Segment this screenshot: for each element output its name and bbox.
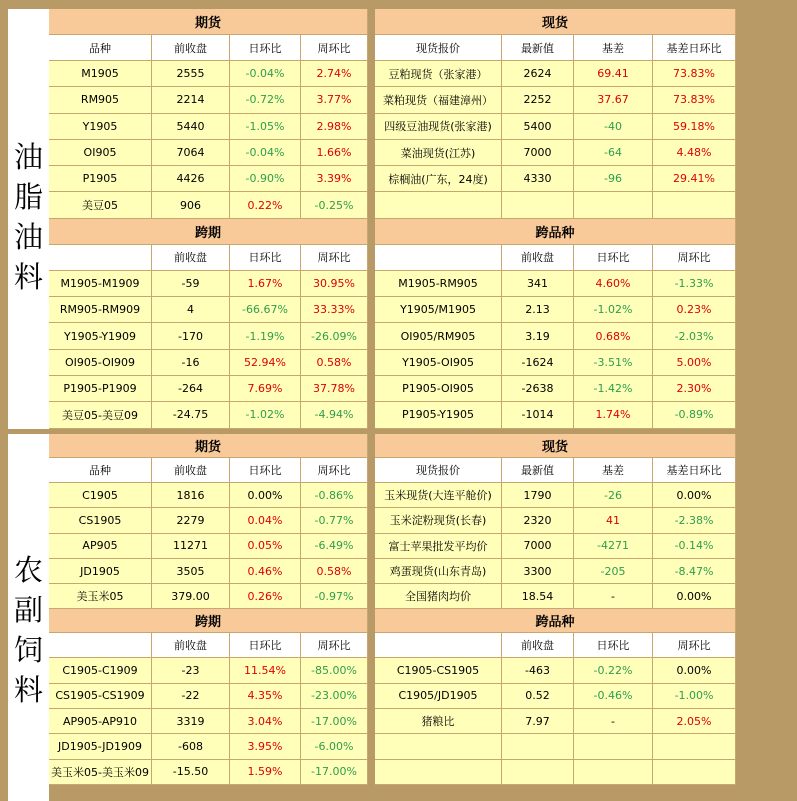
- column-header: 周环比: [301, 35, 368, 61]
- table-cell: -1.02%: [574, 297, 653, 323]
- table-cell: P1905-Y1905: [375, 402, 502, 428]
- table-cell: Y1905-OI905: [375, 350, 502, 376]
- table-cell: 3.19: [502, 323, 574, 349]
- column-gap: [368, 508, 375, 533]
- section-sidebar: [8, 9, 49, 429]
- table-cell: -22: [152, 684, 230, 709]
- column-header: 现货报价: [375, 458, 502, 483]
- table-cell: -0.04%: [230, 140, 301, 166]
- table-cell: 7000: [502, 140, 574, 166]
- table-cell: 0.58%: [301, 559, 368, 584]
- table-cell: -59: [152, 271, 230, 297]
- table-cell: Y1905: [49, 114, 152, 140]
- table-cell: -0.89%: [653, 402, 736, 428]
- table-cell: Y1905/M1905: [375, 297, 502, 323]
- table-cell: -2.03%: [653, 323, 736, 349]
- table-cell: -1014: [502, 402, 574, 428]
- table-cell: -23: [152, 658, 230, 683]
- column-header: 基差: [574, 458, 653, 483]
- table-cell: -1.02%: [230, 402, 301, 428]
- table-cell: 4330: [502, 166, 574, 192]
- table-cell: 341: [502, 271, 574, 297]
- column-gap: [368, 709, 375, 734]
- table-cell: 棕榈油(广东，24度): [375, 166, 502, 192]
- table-cell: 33.33%: [301, 297, 368, 323]
- table-cell: -2.38%: [653, 508, 736, 533]
- table-row: [49, 140, 736, 166]
- table-cell: AP905: [49, 534, 152, 559]
- column-gap: [368, 684, 375, 709]
- table-cell: 30.95%: [301, 271, 368, 297]
- column-header: 日环比: [230, 35, 301, 61]
- table-cell: -24.75: [152, 402, 230, 428]
- table-cell: 菜油现货(江苏): [375, 140, 502, 166]
- table-cell: 0.05%: [230, 534, 301, 559]
- table-cell: -1.00%: [653, 684, 736, 709]
- table-cell: 2.13: [502, 297, 574, 323]
- table-cell: 3.39%: [301, 166, 368, 192]
- column-gap: [368, 609, 375, 633]
- table-cell: 0.04%: [230, 508, 301, 533]
- table-cell: 52.94%: [230, 350, 301, 376]
- table-cell: C1905-C1909: [49, 658, 152, 683]
- table-cell: -8.47%: [653, 559, 736, 584]
- table-row: [49, 271, 736, 297]
- table-cell: -170: [152, 323, 230, 349]
- table-row: [49, 297, 736, 323]
- table-cell: 猪粮比: [375, 709, 502, 734]
- table-cell: 1.59%: [230, 760, 301, 785]
- column-gap: [368, 114, 375, 140]
- table-cell: 0.52: [502, 684, 574, 709]
- table-cell: C1905: [49, 483, 152, 508]
- column-header: 周环比: [653, 633, 736, 658]
- table-cell: [574, 192, 653, 218]
- table-cell: -264: [152, 376, 230, 402]
- table-cell: P1905: [49, 166, 152, 192]
- column-gap: [368, 658, 375, 683]
- column-header: 日环比: [230, 633, 301, 658]
- column-gap: [368, 140, 375, 166]
- table-cell: Y1905-Y1909: [49, 323, 152, 349]
- table-cell: P1905-OI905: [375, 376, 502, 402]
- section-table: [49, 9, 736, 429]
- table-cell: 1.67%: [230, 271, 301, 297]
- table-cell: 0.00%: [653, 483, 736, 508]
- column-header: 日环比: [574, 633, 653, 658]
- table-cell: -6.00%: [301, 734, 368, 759]
- table-cell: AP905-AP910: [49, 709, 152, 734]
- table-cell: 18.54: [502, 584, 574, 609]
- futures-title: 期货: [49, 9, 368, 35]
- column-gap: [368, 402, 375, 428]
- table-cell: 0.22%: [230, 192, 301, 218]
- table-cell: 4426: [152, 166, 230, 192]
- column-header: 基差: [574, 35, 653, 61]
- column-header: 前收盘: [502, 245, 574, 271]
- table-cell: [574, 734, 653, 759]
- column-header: 周环比: [301, 245, 368, 271]
- table-cell: 2320: [502, 508, 574, 533]
- table-cell: -16: [152, 350, 230, 376]
- table-cell: 四级豆油现货(张家港): [375, 114, 502, 140]
- column-gap: [368, 434, 375, 458]
- column-header: 前收盘: [152, 35, 230, 61]
- table-row: [49, 760, 736, 785]
- table-cell: -1.42%: [574, 376, 653, 402]
- table-cell: -40: [574, 114, 653, 140]
- table-row: [49, 534, 736, 559]
- column-gap: [368, 271, 375, 297]
- table-cell: 2214: [152, 87, 230, 113]
- table-cell: -608: [152, 734, 230, 759]
- table-cell: [574, 760, 653, 785]
- column-gap: [368, 219, 375, 245]
- table-cell: -: [574, 584, 653, 609]
- table-cell: 29.41%: [653, 166, 736, 192]
- table-cell: -2638: [502, 376, 574, 402]
- table-cell: [375, 192, 502, 218]
- table-cell: -0.72%: [230, 87, 301, 113]
- table-cell: -3.51%: [574, 350, 653, 376]
- table-row: [49, 658, 736, 683]
- table-cell: OI905: [49, 140, 152, 166]
- table-cell: C1905/JD1905: [375, 684, 502, 709]
- table-cell: 2.74%: [301, 61, 368, 87]
- column-gap: [368, 9, 375, 35]
- table-cell: 4.35%: [230, 684, 301, 709]
- table-cell: -4.94%: [301, 402, 368, 428]
- column-header: 周环比: [653, 245, 736, 271]
- section-table: [49, 434, 736, 785]
- table-cell: 4.48%: [653, 140, 736, 166]
- table-cell: -17.00%: [301, 709, 368, 734]
- table-cell: -: [574, 709, 653, 734]
- table-cell: 0.68%: [574, 323, 653, 349]
- table-cell: -17.00%: [301, 760, 368, 785]
- table-cell: 菜粕现货（福建漳州）: [375, 87, 502, 113]
- table-cell: 7000: [502, 534, 574, 559]
- column-header: 日环比: [230, 245, 301, 271]
- table-cell: -1.05%: [230, 114, 301, 140]
- table-cell: -1.19%: [230, 323, 301, 349]
- table-cell: [653, 760, 736, 785]
- table-cell: 2252: [502, 87, 574, 113]
- section-label: 油 脂 油 料: [13, 140, 43, 294]
- table-cell: 7.69%: [230, 376, 301, 402]
- column-header: 前收盘: [152, 458, 230, 483]
- table-row: [49, 684, 736, 709]
- column-header: [375, 245, 502, 271]
- spot-title: 现货: [375, 434, 736, 458]
- table-cell: 0.00%: [653, 658, 736, 683]
- table-cell: -6.49%: [301, 534, 368, 559]
- table-cell: 73.83%: [653, 87, 736, 113]
- table-cell: 11.54%: [230, 658, 301, 683]
- table-cell: -0.86%: [301, 483, 368, 508]
- table-cell: RM905-RM909: [49, 297, 152, 323]
- table-cell: 4: [152, 297, 230, 323]
- table-cell: -0.14%: [653, 534, 736, 559]
- table-cell: 3505: [152, 559, 230, 584]
- table-row: [49, 584, 736, 609]
- table-row: [49, 559, 736, 584]
- column-header: 品种: [49, 35, 152, 61]
- table-cell: 2555: [152, 61, 230, 87]
- column-gap: [368, 760, 375, 785]
- table-cell: -66.67%: [230, 297, 301, 323]
- table-cell: 5.00%: [653, 350, 736, 376]
- column-header: 基差日环比: [653, 458, 736, 483]
- table-cell: 59.18%: [653, 114, 736, 140]
- spot-title: 现货: [375, 9, 736, 35]
- table-cell: 2279: [152, 508, 230, 533]
- table-cell: 3.04%: [230, 709, 301, 734]
- table-cell: 7.97: [502, 709, 574, 734]
- table-cell: 全国猪肉均价: [375, 584, 502, 609]
- column-gap: [368, 166, 375, 192]
- column-header: 周环比: [301, 458, 368, 483]
- table-cell: 美豆05-美豆09: [49, 402, 152, 428]
- column-header: 前收盘: [502, 633, 574, 658]
- table-cell: 1.66%: [301, 140, 368, 166]
- table-cell: 美豆05: [49, 192, 152, 218]
- table-cell: -0.25%: [301, 192, 368, 218]
- table-cell: CS1905-CS1909: [49, 684, 152, 709]
- table-cell: 2.05%: [653, 709, 736, 734]
- table-cell: 0.00%: [230, 483, 301, 508]
- table-cell: RM905: [49, 87, 152, 113]
- table-cell: -0.97%: [301, 584, 368, 609]
- table-cell: 41: [574, 508, 653, 533]
- table-row: [49, 166, 736, 192]
- table-cell: -96: [574, 166, 653, 192]
- section-sidebar: [8, 434, 49, 801]
- table-row: [49, 61, 736, 87]
- table-cell: -0.22%: [574, 658, 653, 683]
- table-cell: [375, 760, 502, 785]
- table-cell: 美玉米05: [49, 584, 152, 609]
- section-feed: [0, 431, 797, 801]
- table-cell: 1790: [502, 483, 574, 508]
- table-cell: 5440: [152, 114, 230, 140]
- table-cell: -15.50: [152, 760, 230, 785]
- table-cell: 5400: [502, 114, 574, 140]
- column-header: 品种: [49, 458, 152, 483]
- table-row: [49, 508, 736, 533]
- column-header: [375, 633, 502, 658]
- table-cell: 3.95%: [230, 734, 301, 759]
- table-cell: -205: [574, 559, 653, 584]
- table-row: [49, 734, 736, 759]
- table-cell: 2624: [502, 61, 574, 87]
- table-row: [49, 114, 736, 140]
- table-cell: 37.78%: [301, 376, 368, 402]
- table-cell: [502, 734, 574, 759]
- column-header: 最新值: [502, 35, 574, 61]
- table-cell: -1.33%: [653, 271, 736, 297]
- table-cell: -23.00%: [301, 684, 368, 709]
- table-cell: -0.04%: [230, 61, 301, 87]
- table-cell: 906: [152, 192, 230, 218]
- section-label: 农 副 饲 料: [13, 553, 43, 707]
- table-row: [49, 402, 736, 428]
- cross-title: 跨品种: [375, 219, 736, 245]
- table-cell: C1905-CS1905: [375, 658, 502, 683]
- table-cell: 0.23%: [653, 297, 736, 323]
- table-cell: CS1905: [49, 508, 152, 533]
- table-cell: M1905-M1909: [49, 271, 152, 297]
- table-cell: 3319: [152, 709, 230, 734]
- table-cell: M1905-RM905: [375, 271, 502, 297]
- column-gap: [368, 87, 375, 113]
- table-cell: [653, 734, 736, 759]
- table-cell: 0.26%: [230, 584, 301, 609]
- table-cell: -1624: [502, 350, 574, 376]
- table-row: [49, 709, 736, 734]
- table-cell: 富士苹果批发平均价: [375, 534, 502, 559]
- table-cell: 0.58%: [301, 350, 368, 376]
- column-header: 现货报价: [375, 35, 502, 61]
- column-header: 前收盘: [152, 245, 230, 271]
- table-cell: 4.60%: [574, 271, 653, 297]
- column-header: 最新值: [502, 458, 574, 483]
- table-cell: 7064: [152, 140, 230, 166]
- table-row: [49, 376, 736, 402]
- table-cell: M1905: [49, 61, 152, 87]
- column-gap: [368, 192, 375, 218]
- table-cell: -0.90%: [230, 166, 301, 192]
- column-header: 前收盘: [152, 633, 230, 658]
- table-cell: 379.00: [152, 584, 230, 609]
- table-cell: 豆粕现货（张家港）: [375, 61, 502, 87]
- table-cell: 69.41: [574, 61, 653, 87]
- column-gap: [368, 61, 375, 87]
- table-cell: [375, 734, 502, 759]
- table-cell: 1816: [152, 483, 230, 508]
- table-cell: 2.98%: [301, 114, 368, 140]
- column-header: 周环比: [301, 633, 368, 658]
- spread-title: 跨期: [49, 609, 368, 633]
- table-cell: [502, 760, 574, 785]
- column-gap: [368, 534, 375, 559]
- column-gap: [368, 633, 375, 658]
- table-cell: -0.77%: [301, 508, 368, 533]
- table-cell: 美玉米05-美玉米09: [49, 760, 152, 785]
- column-gap: [368, 35, 375, 61]
- table-cell: 73.83%: [653, 61, 736, 87]
- table-cell: -64: [574, 140, 653, 166]
- column-header: 基差日环比: [653, 35, 736, 61]
- table-cell: [502, 192, 574, 218]
- column-gap: [368, 297, 375, 323]
- column-gap: [368, 734, 375, 759]
- table-cell: [653, 192, 736, 218]
- column-gap: [368, 376, 375, 402]
- column-gap: [368, 323, 375, 349]
- table-row: [49, 350, 736, 376]
- table-cell: OI905/RM905: [375, 323, 502, 349]
- column-header: 日环比: [230, 458, 301, 483]
- table-cell: JD1905-JD1909: [49, 734, 152, 759]
- table-cell: 11271: [152, 534, 230, 559]
- table-cell: 2.30%: [653, 376, 736, 402]
- table-cell: -463: [502, 658, 574, 683]
- table-cell: 鸡蛋现货(山东青岛): [375, 559, 502, 584]
- column-gap: [368, 245, 375, 271]
- table-cell: 3300: [502, 559, 574, 584]
- table-cell: 37.67: [574, 87, 653, 113]
- column-header: [49, 245, 152, 271]
- table-cell: OI905-OI909: [49, 350, 152, 376]
- column-gap: [368, 483, 375, 508]
- column-gap: [368, 350, 375, 376]
- table-cell: 1.74%: [574, 402, 653, 428]
- table-cell: 玉米淀粉现货(长春): [375, 508, 502, 533]
- column-gap: [368, 584, 375, 609]
- table-cell: -26.09%: [301, 323, 368, 349]
- futures-title: 期货: [49, 434, 368, 458]
- table-cell: 0.46%: [230, 559, 301, 584]
- column-gap: [368, 458, 375, 483]
- table-row: [49, 87, 736, 113]
- table-cell: JD1905: [49, 559, 152, 584]
- column-header: 日环比: [574, 245, 653, 271]
- cross-title: 跨品种: [375, 609, 736, 633]
- table-cell: -26: [574, 483, 653, 508]
- table-cell: -0.46%: [574, 684, 653, 709]
- table-cell: 0.00%: [653, 584, 736, 609]
- table-row: [49, 323, 736, 349]
- table-cell: P1905-P1909: [49, 376, 152, 402]
- table-row: [49, 192, 736, 218]
- table-cell: -85.00%: [301, 658, 368, 683]
- table-cell: 玉米现货(大连平舱价): [375, 483, 502, 508]
- spread-title: 跨期: [49, 219, 368, 245]
- column-header: [49, 633, 152, 658]
- column-gap: [368, 559, 375, 584]
- table-cell: -4271: [574, 534, 653, 559]
- table-row: [49, 483, 736, 508]
- table-cell: 3.77%: [301, 87, 368, 113]
